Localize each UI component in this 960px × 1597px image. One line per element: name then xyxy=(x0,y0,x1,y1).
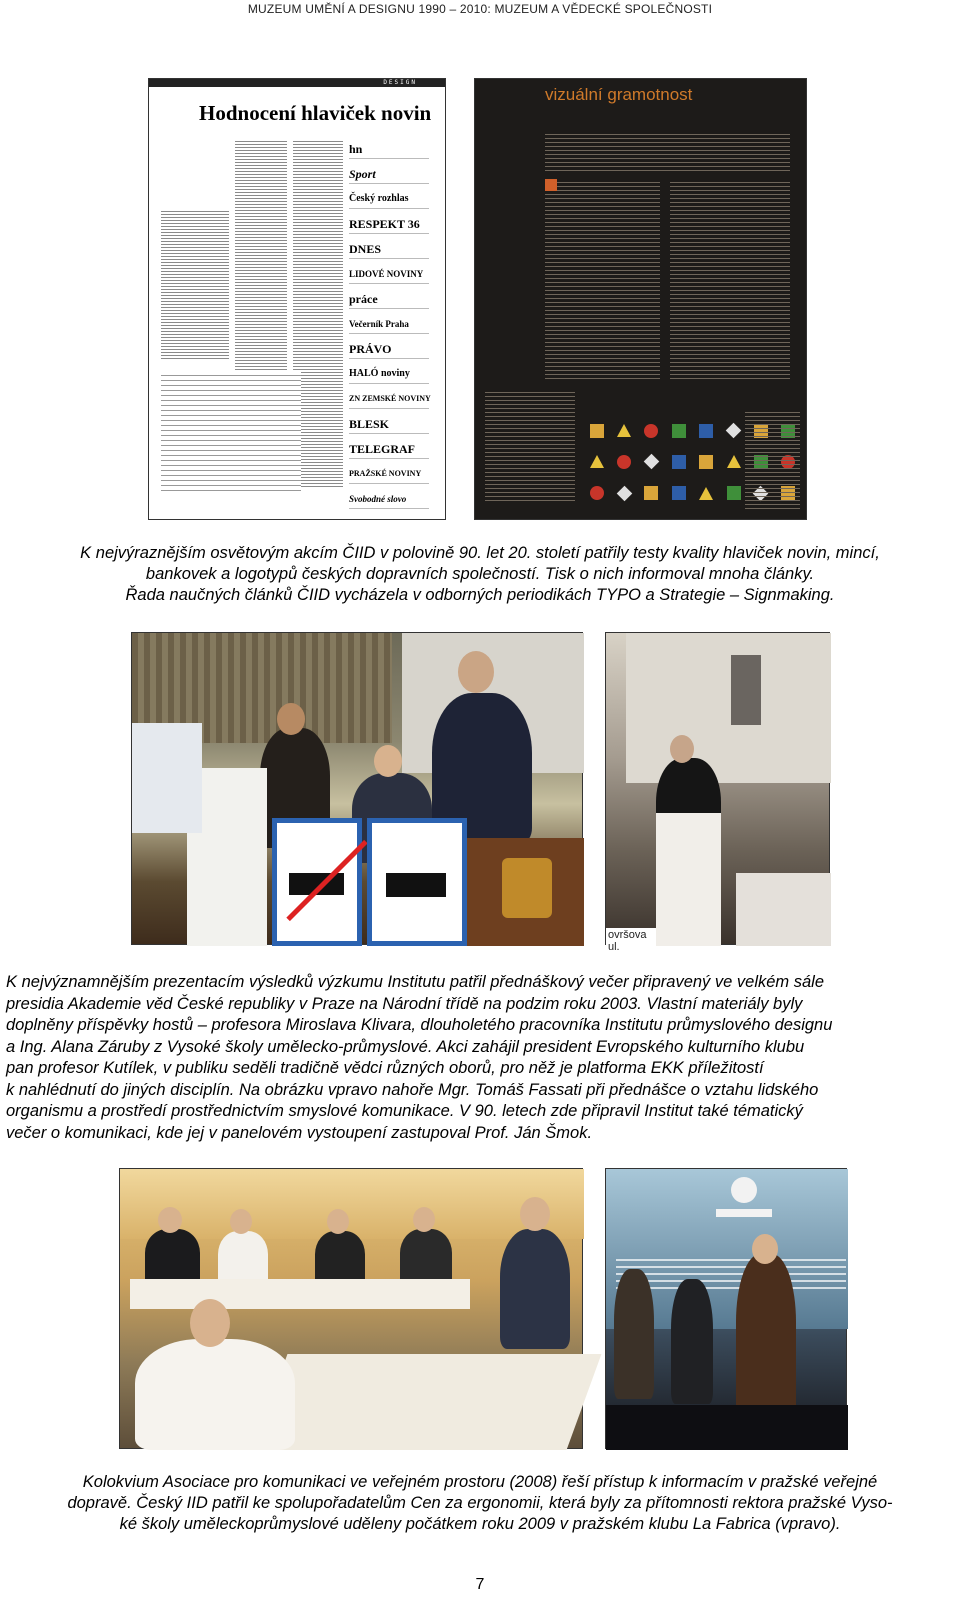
stage-floor xyxy=(606,1405,848,1450)
symbol-diamond-icon xyxy=(726,423,742,439)
paragraph-line-7: organismu a prostředí prostřednictvím smyslové komunikace. V 90. letech zde připravil Institut také tématický xyxy=(6,1102,803,1120)
caption-top xyxy=(0,543,960,606)
paragraph-line-3: doplněny příspěvky hostů – profesora Miroslava Klivara, dlouholetého pracovníka Institutu průmyslového designu xyxy=(6,1016,833,1034)
paragraph-line-2: presidia Akademie věd České republiky v Praze na Národní třídě na podzim roku 2003. Vlastní materiály byly xyxy=(6,994,803,1013)
room-wall xyxy=(120,1169,584,1239)
running-header: MUZEUM UMĚNÍ A DESIGNU 1990 – 2010: MUZEUM A VĚDECKÉ SPOLEČNOSTI xyxy=(247,2,713,16)
logo-figure-head-icon xyxy=(731,1177,757,1203)
logo-prazske-noviny: PRAŽSKÉ NOVINY xyxy=(349,464,429,484)
paragraph-line-8: večer o komunikaci, kde jej v panelovém vystoupení zastupoval Prof. Ján Šmok. xyxy=(6,1123,593,1142)
caption-bottom xyxy=(0,1472,960,1535)
logo-pravo: PRÁVO xyxy=(349,339,429,359)
fassati-lecture-photo xyxy=(605,632,830,953)
symbol-triangle-icon xyxy=(727,455,741,468)
participant-3-head xyxy=(327,1209,349,1234)
caption-top-line-1: K nejvýraznějším osvětovým akcím ČIID v polovině 90. let 20. století patřily testy kvality hlaviček novin, mincí, xyxy=(80,544,880,562)
presenter-1 xyxy=(614,1269,654,1399)
symbol-blue-square-icon xyxy=(699,424,713,438)
presenter-3-head xyxy=(752,1234,778,1264)
caption-bottom-line-2: dopravě. Český IID patřil ke spolupořadatelům Cen za ergonomii, která byly za přítomnosti rektora pražské Vyso- xyxy=(67,1494,893,1512)
table xyxy=(736,873,831,946)
logo-cesky-rozhlas: Český rozhlas xyxy=(349,189,429,209)
article-text-col-1 xyxy=(161,209,229,359)
article-section-tag: DESIGN xyxy=(383,79,417,86)
caption-top-line-3: Řada naučných článků ČIID vycházela v odborných periodikách TYPO a Strategie – Signmaking. xyxy=(125,586,835,604)
poster-legend-rows xyxy=(485,389,575,504)
symbol-green-square-icon xyxy=(672,424,686,438)
logo-zemske-noviny: ZN ZEMSKÉ NOVINY xyxy=(349,389,429,409)
logo-prace: práce xyxy=(349,289,429,309)
la-fabrica-award-photo xyxy=(605,1168,847,1449)
tram-sign-crossed xyxy=(272,818,362,946)
symbol-circle-icon xyxy=(644,424,658,438)
symbol-circle-icon xyxy=(617,455,631,469)
lecturer-head xyxy=(670,735,694,763)
paragraph-line-5: pan profesor Kutílek, v publiku seděli tradičně vědci různých oborů, pro něž je platforma EKK příležitostí xyxy=(6,1059,764,1077)
article-title: Hodnocení hlaviček novin xyxy=(199,101,432,125)
logo-figure-arms-icon xyxy=(716,1209,772,1217)
logo-vecernik-praha: Večerník Praha xyxy=(349,314,429,334)
symbol-triangle-icon xyxy=(617,424,631,437)
newspaper-article-scan xyxy=(148,78,446,520)
symbol-square-icon xyxy=(699,455,713,469)
poster-right-legend xyxy=(745,409,800,509)
participant-5 xyxy=(500,1229,570,1349)
symbol-blue-square-icon xyxy=(672,455,686,469)
symbol-triangle-icon xyxy=(699,487,713,500)
symbol-square-icon xyxy=(590,424,604,438)
logo-telegraf: TELEGRAF xyxy=(349,439,429,459)
logo-hn: hn xyxy=(349,139,429,159)
conference-table-front xyxy=(253,1354,602,1450)
standing-man-head xyxy=(277,703,305,735)
presenter-2 xyxy=(671,1279,713,1404)
coat-of-arms xyxy=(502,858,552,918)
paragraph-line-1: K nejvýznamnějším prezentacím výsledků výzkumu Institutu patřil přednáškový večer připravený ve velkém sále xyxy=(6,973,825,991)
caption-bottom-line-1: Kolokvium Asociace pro komunikaci ve veřejném prostoru (2008) řeší přístup k informacím v pražské veřejné xyxy=(82,1473,878,1491)
street-sign: ovršova ul. xyxy=(606,928,656,954)
participant-foreground xyxy=(135,1339,295,1450)
participant-foreground-head xyxy=(190,1299,230,1347)
poster-title: vizuální gramotnost xyxy=(545,85,693,104)
main-paragraph xyxy=(6,972,956,1144)
poster-accent-square xyxy=(545,179,557,191)
poster-intro-text xyxy=(545,131,790,171)
caption-bottom-line-3: ké školy uměleckoprůmyslové uděleny počátkem roku 2009 v pražském klubu La Fabrica (vpravo). xyxy=(119,1515,841,1533)
banner-left xyxy=(132,723,202,833)
caption-top-line-2: bankovek a logotypů českých dopravních společností. Tisk o nich informoval mnoha články. xyxy=(145,565,815,583)
newspaper-logo-column xyxy=(349,139,429,514)
colloquium-photo xyxy=(119,1168,583,1449)
logo-lidove-noviny: LIDOVÉ NOVINY xyxy=(349,264,429,284)
symbol-blue-square-icon xyxy=(672,486,686,500)
seated-man-head xyxy=(374,745,402,777)
logo-respekt: RESPEKT 36 xyxy=(349,214,429,234)
article-results-table xyxy=(161,371,301,491)
symbol-triangle-icon xyxy=(590,455,604,468)
symbol-diamond-icon xyxy=(644,454,660,470)
logo-sport: Sport xyxy=(349,164,429,184)
visual-literacy-poster-scan xyxy=(474,78,807,520)
participant-5-head xyxy=(520,1197,550,1231)
poster-stand xyxy=(656,813,721,946)
pictogram-figure-icon xyxy=(731,655,761,725)
logo-dnes: DNES xyxy=(349,239,429,259)
participant-4-head xyxy=(413,1207,435,1232)
logo-svobodne-slovo: Svobodné slovo xyxy=(349,489,429,509)
poster-text-col-2 xyxy=(670,179,790,379)
participant-1-head xyxy=(158,1207,182,1233)
logo-halo-noviny: HALÓ noviny xyxy=(349,364,429,384)
symbol-square-icon xyxy=(644,486,658,500)
symbol-circle-icon xyxy=(590,486,604,500)
lecture-hall-photo xyxy=(131,632,583,945)
participant-2-head xyxy=(230,1209,252,1234)
symbol-green-square-icon xyxy=(727,486,741,500)
page-number: 7 xyxy=(475,1576,485,1593)
poster-text-col-1 xyxy=(545,179,660,379)
paragraph-line-4: a Ing. Alana Záruby z Vysoké školy umělecko-průmyslové. Akci zahájil president Evropského kulturního klubu xyxy=(6,1037,805,1056)
paragraph-line-6: k nahlédnutí do jiných disciplín. Na obrázku vpravo nahoře Mgr. Tomáš Fassati při přednášce o vztahu lidského xyxy=(6,1080,819,1099)
tram-sign xyxy=(367,818,467,946)
projection-screen xyxy=(626,633,831,783)
conference-table-back xyxy=(130,1279,470,1309)
logo-blesk: BLESK xyxy=(349,414,429,434)
symbol-diamond-icon xyxy=(616,486,632,502)
tram-icon xyxy=(386,873,446,897)
presenter-3 xyxy=(736,1254,796,1424)
speaker-head xyxy=(458,651,494,693)
